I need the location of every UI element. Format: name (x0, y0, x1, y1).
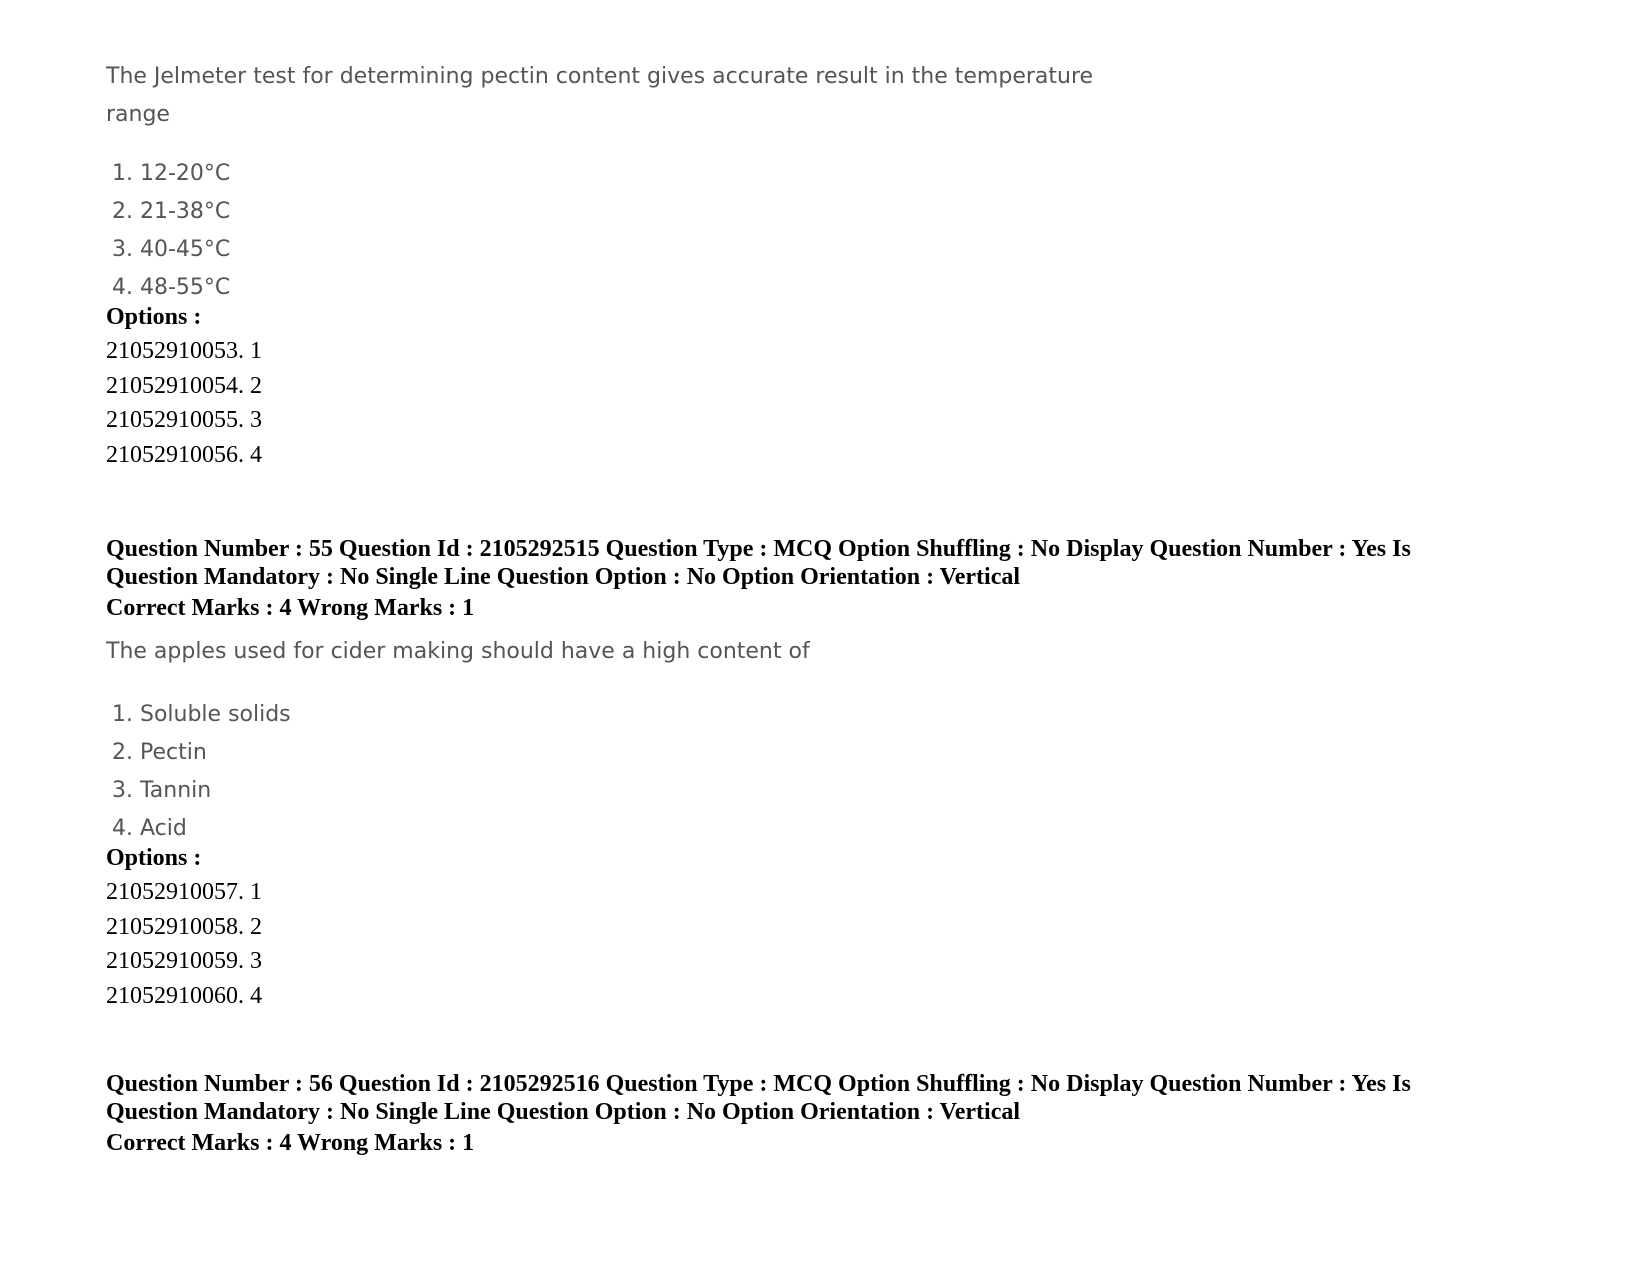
q56-meta (106, 1070, 1546, 1160)
q55-choice-2: 2. Pectin (112, 740, 207, 765)
q54-option-3: 21052910055. 3 (106, 407, 262, 433)
q55-meta-line-2: Question Mandatory : No Single Line Question Option : No Option Orientation : Vertical (106, 564, 1021, 590)
q55-choice-1: 1. Soluble solids (112, 702, 291, 727)
q54-stem-line-1: The Jelmeter test for determining pectin content gives accurate result in the temperature (106, 64, 1094, 89)
q54-choice-list (106, 155, 230, 307)
q55-option-1: 21052910057. 1 (106, 879, 262, 905)
q55-stem (106, 633, 810, 671)
q55-option-3: 21052910059. 3 (106, 948, 262, 974)
q54-option-4: 21052910056. 4 (106, 441, 262, 468)
q56-marks: Correct Marks : 4 Wrong Marks : 1 (106, 1130, 475, 1156)
q55-options (106, 841, 262, 1013)
q55-choice-4: 4. Acid (112, 816, 187, 841)
q55-option-2: 21052910058. 2 (106, 913, 262, 940)
q55-options-label: Options : (106, 845, 202, 871)
q54-options (106, 300, 262, 472)
q54-choice-2: 2. 21-38°C (112, 199, 231, 224)
q55-stem-line: The apples used for cider making should have a high content of (106, 639, 810, 664)
q56-meta-line-2: Question Mandatory : No Single Line Question Option : No Option Orientation : Vertical (106, 1099, 1021, 1125)
q54-choice-1: 1. 12-20°C (112, 161, 231, 186)
q55-option-4: 21052910060. 4 (106, 982, 262, 1009)
q54-stem (106, 58, 1093, 134)
q54-option-2: 21052910054. 2 (106, 372, 262, 399)
q55-choice-3: 3. Tannin (112, 778, 212, 803)
q54-stem-line-2: range (106, 102, 170, 127)
q55-choice-list (106, 696, 291, 848)
q54-choice-4: 4. 48-55°C (112, 275, 231, 300)
q55-meta (106, 535, 1546, 625)
q55-marks: Correct Marks : 4 Wrong Marks : 1 (106, 595, 475, 621)
q54-option-1: 21052910053. 1 (106, 338, 262, 364)
q55-meta-line-1: Question Number : 55 Question Id : 2105292515 Question Type : MCQ Option Shuffling : No Display Question Number : Yes Is (106, 536, 1411, 562)
q54-choice-3: 3. 40-45°C (112, 237, 231, 262)
q54-options-label: Options : (106, 304, 202, 330)
q56-meta-line-1: Question Number : 56 Question Id : 2105292516 Question Type : MCQ Option Shuffling : No Display Question Number : Yes Is (106, 1071, 1411, 1097)
